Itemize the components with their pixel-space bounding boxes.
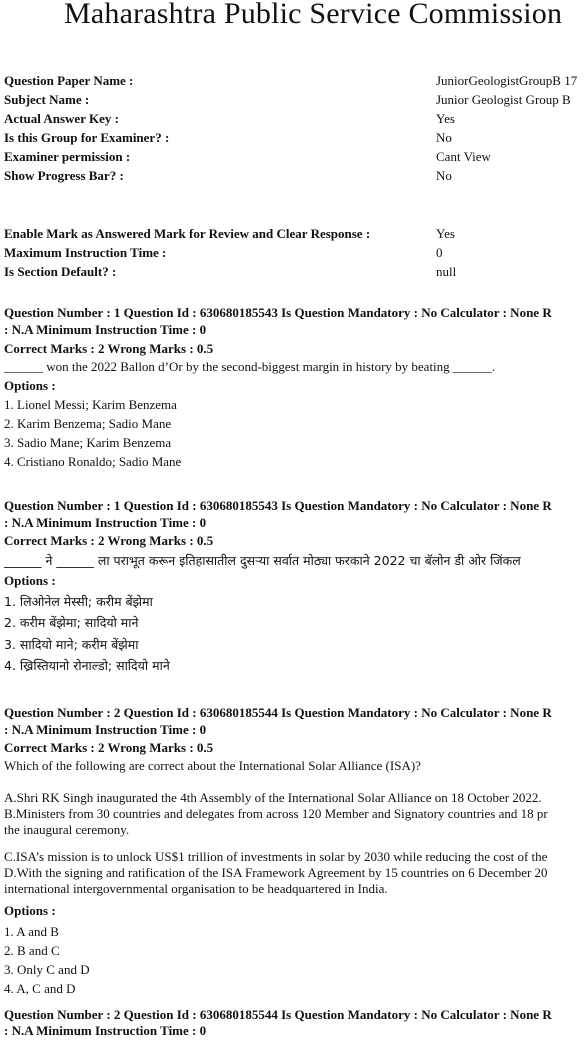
option: 1. A and B xyxy=(4,924,59,939)
option: 2. करीम बेंझेमा; सादियो माने xyxy=(4,615,139,630)
setting-value: null xyxy=(436,264,457,279)
option: 4. ख्रिस्तियानो रोनाल्डो; सादियो माने xyxy=(4,658,170,673)
statement: the inaugural ceremony. xyxy=(4,822,130,837)
setting-value: 0 xyxy=(436,245,443,260)
statement: international intergovernmental organisation to be headquartered in India. xyxy=(4,881,388,896)
option: 1. Lionel Messi; Karim Benzema xyxy=(4,397,177,412)
question-header: Question Number : 1 Question Id : 630680185543 Is Question Mandatory : No Calculator : None R xyxy=(4,498,552,513)
question-header: Question Number : 2 Question Id : 630680185544 Is Question Mandatory : No Calculator : None R xyxy=(4,705,552,720)
option: 3. सादियो माने; करीम बेंझेमा xyxy=(4,637,139,652)
option: 4. A, C and D xyxy=(4,981,76,996)
option: 4. Cristiano Ronaldo; Sadio Mane xyxy=(4,454,182,469)
setting-label: Enable Mark as Answered Mark for Review and Clear Response : xyxy=(4,226,371,241)
meta-value: No xyxy=(436,130,452,145)
meta-value: Cant View xyxy=(436,149,491,164)
option: 2. B and C xyxy=(4,943,60,958)
options-label: Options : xyxy=(4,573,56,588)
meta-value: No xyxy=(436,168,452,183)
setting-label: Maximum Instruction Time : xyxy=(4,245,167,260)
meta-value: JuniorGeologistGroupB 17 xyxy=(436,73,578,88)
option: 3. Only C and D xyxy=(4,962,90,977)
option: 2. Karim Benzema; Sadio Mane xyxy=(4,416,172,431)
statement: D.With the signing and ratification of the ISA Framework Agreement by 15 countries on 6 December 20 xyxy=(4,865,548,880)
meta-label: Subject Name : xyxy=(4,92,90,107)
statement: C.ISA’s mission is to unlock US$1 trillion of investments in solar by 2030 while reducing the cost of the xyxy=(4,849,548,864)
options-label: Options : xyxy=(4,903,56,918)
question-marks: Correct Marks : 2 Wrong Marks : 0.5 xyxy=(4,740,214,755)
option: 3. Sadio Mane; Karim Benzema xyxy=(4,435,172,450)
meta-value: Junior Geologist Group B xyxy=(436,92,571,107)
question-header-cont: : N.A Minimum Instruction Time : 0 xyxy=(4,1023,207,1038)
question-header-cont: : N.A Minimum Instruction Time : 0 xyxy=(4,722,207,737)
question-text: Which of the following are correct about the International Solar Alliance (ISA)? xyxy=(4,758,421,773)
meta-label: Question Paper Name : xyxy=(4,73,134,88)
statement: B.Ministers from 30 countries and delegates from across 120 Member and Signatory countries and 18 pr xyxy=(4,806,548,821)
options-label: Options : xyxy=(4,378,56,393)
question-text: ______ won the 2022 Ballon d’Or by the second-biggest margin in history by beating ______. xyxy=(4,359,496,374)
question-header-cont: : N.A Minimum Instruction Time : 0 xyxy=(4,322,207,337)
question-marks: Correct Marks : 2 Wrong Marks : 0.5 xyxy=(4,341,214,356)
meta-label: Show Progress Bar? : xyxy=(4,168,124,183)
statement: A.Shri RK Singh inaugurated the 4th Assembly of the International Solar Alliance on 18 October 2022. xyxy=(4,790,542,805)
question-text: ______ ने ______ ला पराभूत करून इतिहासातील दुसऱ्या सर्वात मोठ्या फरकाने 2022 चा बॅलोन डी ओर जिंकल xyxy=(4,553,521,568)
question-header: Question Number : 1 Question Id : 630680185543 Is Question Mandatory : No Calculator : None R xyxy=(4,305,552,320)
question-marks: Correct Marks : 2 Wrong Marks : 0.5 xyxy=(4,533,214,548)
meta-label: Actual Answer Key : xyxy=(4,111,119,126)
option: 1. लिओनेल मेस्सी; करीम बेंझेमा xyxy=(4,594,153,609)
question-header-cont: : N.A Minimum Instruction Time : 0 xyxy=(4,515,207,530)
setting-label: Is Section Default? : xyxy=(4,264,117,279)
question-header: Question Number : 2 Question Id : 630680185544 Is Question Mandatory : No Calculator : None R xyxy=(4,1007,552,1022)
setting-value: Yes xyxy=(436,226,455,241)
meta-label: Examiner permission : xyxy=(4,149,131,164)
meta-label: Is this Group for Examiner? : xyxy=(4,130,170,145)
page-title: Maharashtra Public Service Commission xyxy=(64,0,563,30)
meta-value: Yes xyxy=(436,111,455,126)
